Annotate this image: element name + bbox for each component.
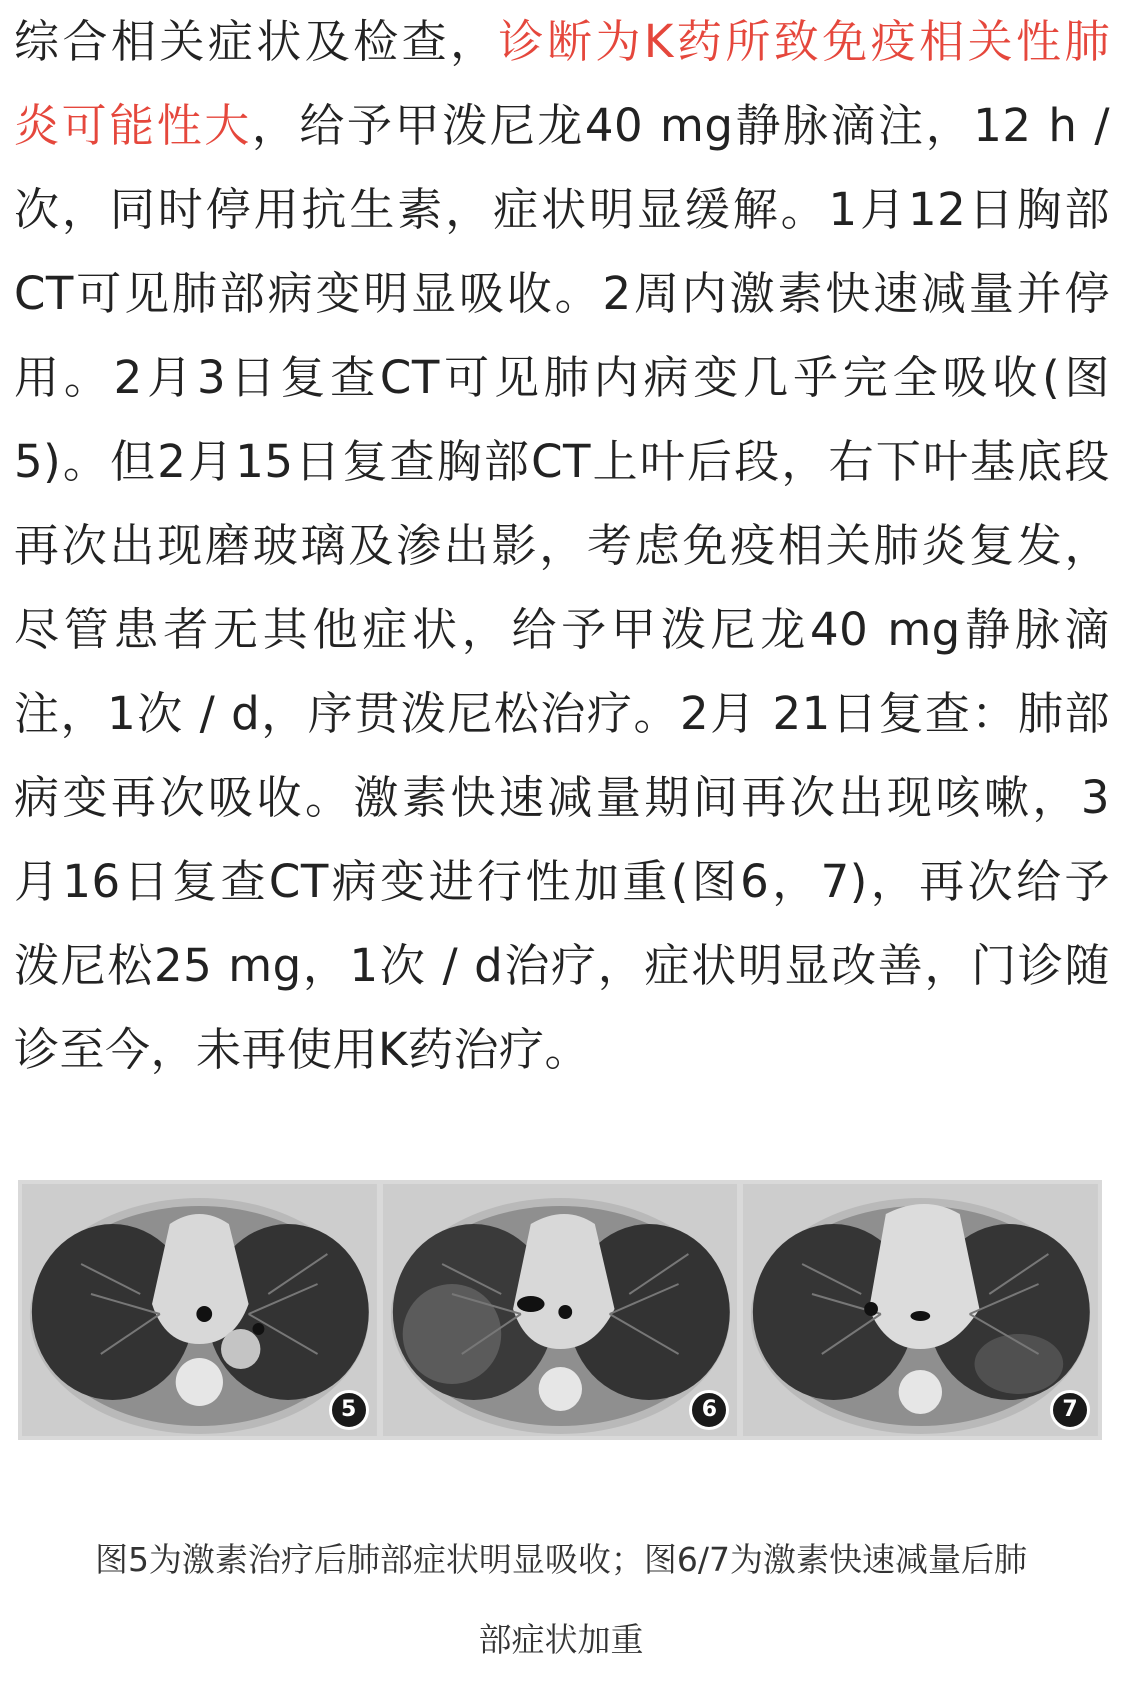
text-run: 注，1次 / d，序贯泼尼松治疗。2月 21日复查：肺部 — [14, 687, 1110, 740]
paragraph-line — [14, 0, 1110, 84]
paragraph-line — [14, 672, 1110, 756]
paragraph-line — [14, 588, 1110, 672]
text-run: 5)。但2月15日复查胸部CT上叶后段，右下叶基底段 — [14, 435, 1110, 488]
ct-figure — [18, 1180, 1102, 1440]
text-run: 次，同时停用抗生素，症状明显缓解。1月12日胸部 — [14, 183, 1110, 236]
figure-number-badge: 6 — [689, 1390, 729, 1430]
ct-scan-image-6 — [383, 1184, 738, 1436]
paragraph-line — [14, 420, 1110, 504]
ct-scan-illustration — [22, 1184, 377, 1436]
text-run: CT可见肺部病变明显吸收。2周内激素快速减量并停 — [14, 267, 1110, 320]
ct-scan-image-7 — [743, 1184, 1098, 1436]
paragraph-line — [14, 84, 1110, 168]
caption-line: 图5为激素治疗后肺部症状明显吸收；图6/7为激素快速减量后肺 — [94, 1540, 1028, 1579]
paragraph-line — [14, 840, 1110, 924]
ct-scan-image-5 — [22, 1184, 377, 1436]
paragraph-line — [14, 924, 1110, 1008]
highlight-text: 诊断为K药所致免疫相关性肺 — [498, 15, 1110, 68]
ct-scan-illustration — [383, 1184, 738, 1436]
caption-line: 部症状加重 — [478, 1620, 644, 1659]
text-run: 综合相关症状及检查， — [14, 15, 499, 68]
figure-number-badge: 7 — [1050, 1390, 1090, 1430]
text-run: 病变再次吸收。激素快速减量期间再次出现咳嗽，3 — [14, 771, 1110, 824]
figure-number-badge: 5 — [329, 1390, 369, 1430]
text-run: 用。2月3日复查CT可见肺内病变几乎完全吸收(图 — [14, 351, 1110, 404]
ct-scan-illustration — [743, 1184, 1098, 1436]
figure-caption — [0, 1520, 1122, 1680]
text-run: 月16日复查CT病变进行性加重(图6，7)，再次给予 — [14, 855, 1110, 908]
text-run: ，给予甲泼尼龙40 mg静脉滴注，12 h / — [251, 99, 1110, 152]
paragraph-line — [14, 168, 1110, 252]
article-body — [14, 0, 1110, 1092]
text-run: 尽管患者无其他症状，给予甲泼尼龙40 mg静脉滴 — [14, 603, 1110, 656]
text-run: 再次出现磨玻璃及渗出影，考虑免疫相关肺炎复发， — [14, 519, 1110, 572]
paragraph-line — [14, 756, 1110, 840]
text-run: 诊至今，未再使用K药治疗。 — [14, 1023, 591, 1076]
paragraph-line — [14, 252, 1110, 336]
highlight-text: 炎可能性大 — [14, 99, 252, 152]
text-run: 泼尼松25 mg，1次 / d治疗，症状明显改善，门诊随 — [14, 939, 1110, 992]
paragraph-line — [14, 504, 1110, 588]
paragraph-line — [14, 1008, 1110, 1092]
paragraph-line — [14, 336, 1110, 420]
